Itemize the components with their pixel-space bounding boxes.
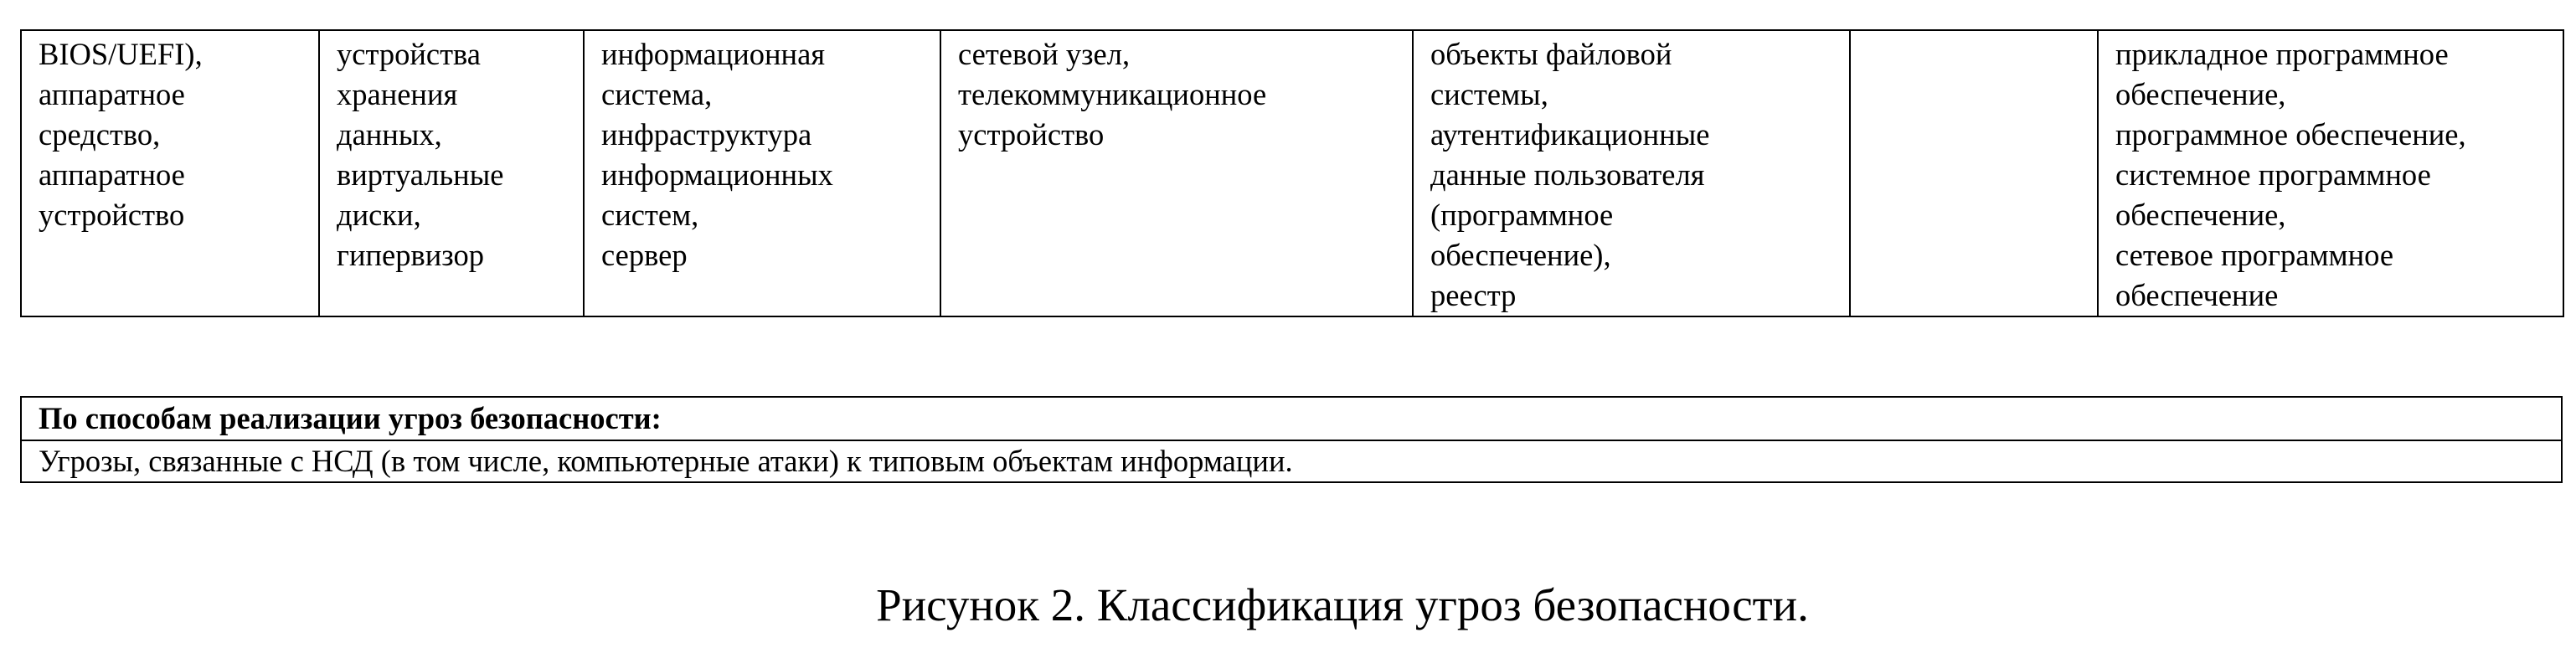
table-cell-information-system: информационная система, инфраструктура информационных систем, сервер bbox=[584, 30, 940, 316]
table-cell-network-node: сетевой узел, телекоммуникационное устройство bbox=[940, 30, 1413, 316]
table-row bbox=[21, 440, 2562, 482]
section-body: Угрозы, связанные с НСД (в том числе, компьютерные атаки) к типовым объектам информации. bbox=[21, 440, 2562, 482]
table-row bbox=[21, 30, 2563, 316]
table-cell-file-system: объекты файловой системы, аутентификационные данные пользователя (программное обеспечение), реестр bbox=[1413, 30, 1850, 316]
table-row bbox=[21, 397, 2562, 440]
table-cell-empty bbox=[1850, 30, 2098, 316]
threat-objects-table bbox=[20, 29, 2564, 317]
figure-caption: Рисунок 2. Классификация угроз безопасности. bbox=[876, 579, 1809, 630]
table-cell-software: прикладное программное обеспечение, программное обеспечение, системное программное обеспечение, сетевое программное обеспечение bbox=[2098, 30, 2563, 316]
table-cell-storage: устройства хранения данных, виртуальные диски, гипервизор bbox=[319, 30, 584, 316]
implementation-methods-table bbox=[20, 396, 2563, 483]
table-cell-hardware: BIOS/UEFI), аппаратное средство, аппаратное устройство bbox=[21, 30, 319, 316]
section-title: По способам реализации угроз безопасности: bbox=[21, 397, 2562, 440]
